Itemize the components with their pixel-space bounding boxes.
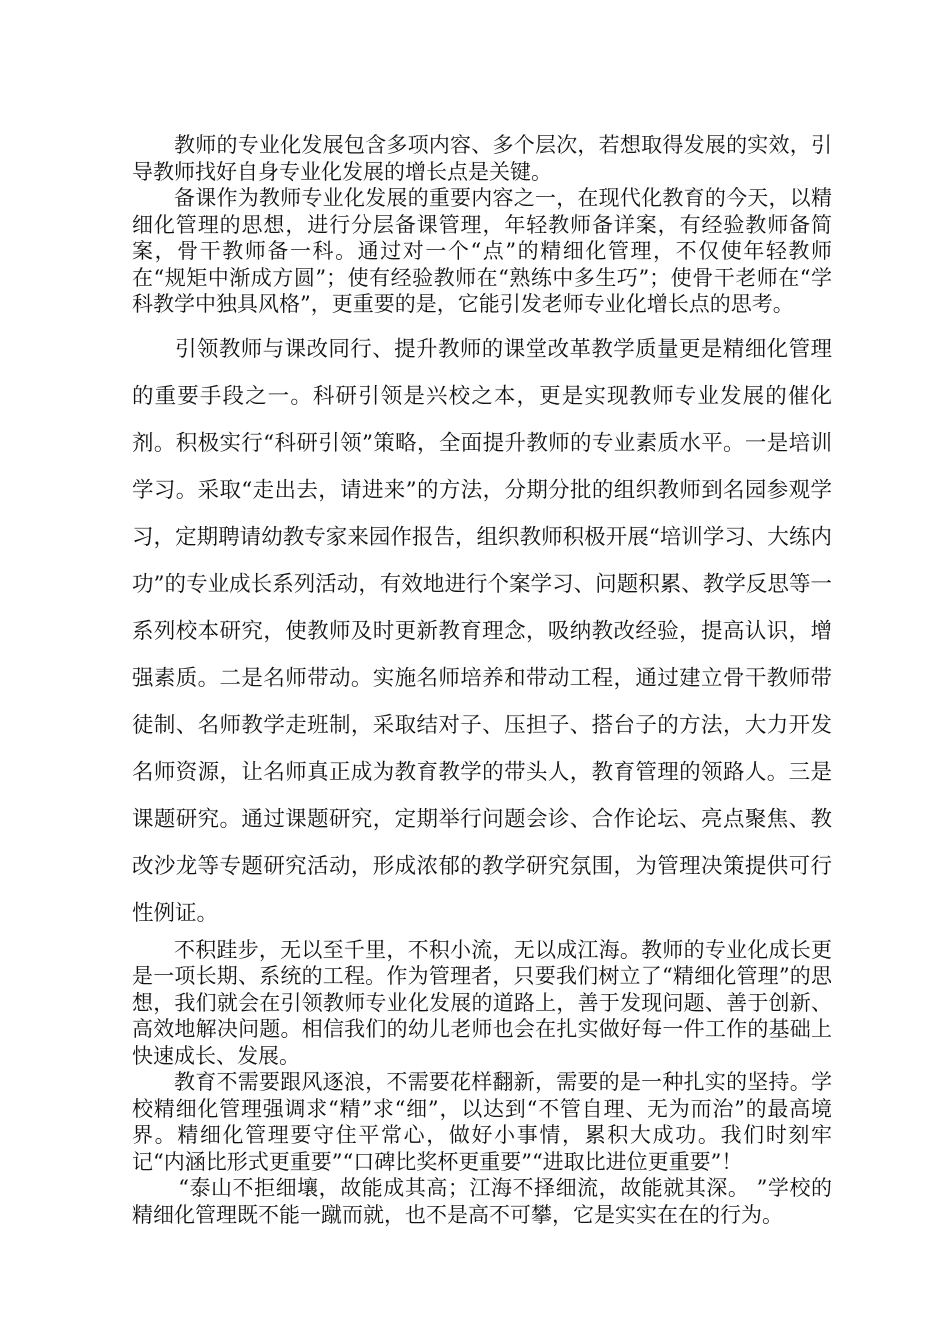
paragraph-steady-persistence: 教育不需要跟风逐浪，不需要花样翻新，需要的是一种扎实的坚持。学校精细化管理强调求“精”求“细”，以达到“不管自理、无为而治”的最高境界。精细化管理要守住平常心，做好小事情，累积大成功。我们时刻牢记“内涵比形式更重要”“口碑比奖杯更重要”“进取比进位更重要”！ (132, 1070, 832, 1174)
paragraph-professional-development: 教师的专业化发展包含多项内容、多个层次，若想取得发展的实效，引导教师找好自身专业化发展的增长点是关键。 (132, 133, 832, 184)
paragraph-lesson-preparation: 备课作为教师专业化发展的重要内容之一，在现代化教育的今天，以精细化管理的思想，进行分层备课管理，年轻教师备详案，有经验教师备简案，骨干教师备一科。通过对一个“点”的精细化管理，不仅使年轻教师在“规矩中渐成方圆”；使有经验教师在“熟练中多生巧”；使骨干老师在“学科教学中独具风格”，更重要的是，它能引发老师专业化增长点的思考。 (132, 186, 832, 316)
document-page (132, 132, 832, 1228)
paragraph-research-leadership: 引领教师与课改同行、提升教师的课堂改革教学质量更是精细化管理的重要手段之一。科研引领是兴校之本，更是实现教师专业发展的催化剂。积极实行“科研引领”策略，全面提升教师的专业素质水平。一是培训学习。采取“走出去，请进来”的方法，分期分批的组织教师到名园参观学习，定期聘请幼教专家来园作报告，组织教师积极开展“培训学习、大练内功”的专业成长系列活动，有效地进行个案学习、问题积累、教学反思等一系列校本研究，使教师及时更新教育理念，吸纳教改经验，提高认识，增强素质。二是名师带动。实施名师培养和带动工程，通过建立骨干教师带徒制、名师教学走班制，采取结对子、压担子、搭台子的方法，大力开发名师资源，让名师真正成为教育教学的带头人，教育管理的领路人。三是课题研究。通过课题研究，定期举行问题会诊、合作论坛、亮点聚焦、教改沙龙等专题研究活动，形成浓郁的教学研究氛围，为管理决策提供可行性例证。 (132, 336, 832, 926)
paragraph-closing-quote: “泰山不拒细壤，故能成其高；江海不择细流，故能就其深。 ”学校的精细化管理既不能一蹴而就，也不是高不可攀，它是实实在在的行为。 (132, 1176, 832, 1227)
paragraph-long-term-growth: 不积跬步，无以至千里，不积小流，无以成江海。教师的专业化成长更是一项长期、系统的工程。作为管理者，只要我们树立了“精细化管理”的思想，我们就会在引领教师专业化发展的道路上，善于发现问题、善于创新、高效地解决问题。相信我们的幼儿老师也会在扎实做好每一件工作的基础上快速成长、发展。 (132, 937, 832, 1068)
